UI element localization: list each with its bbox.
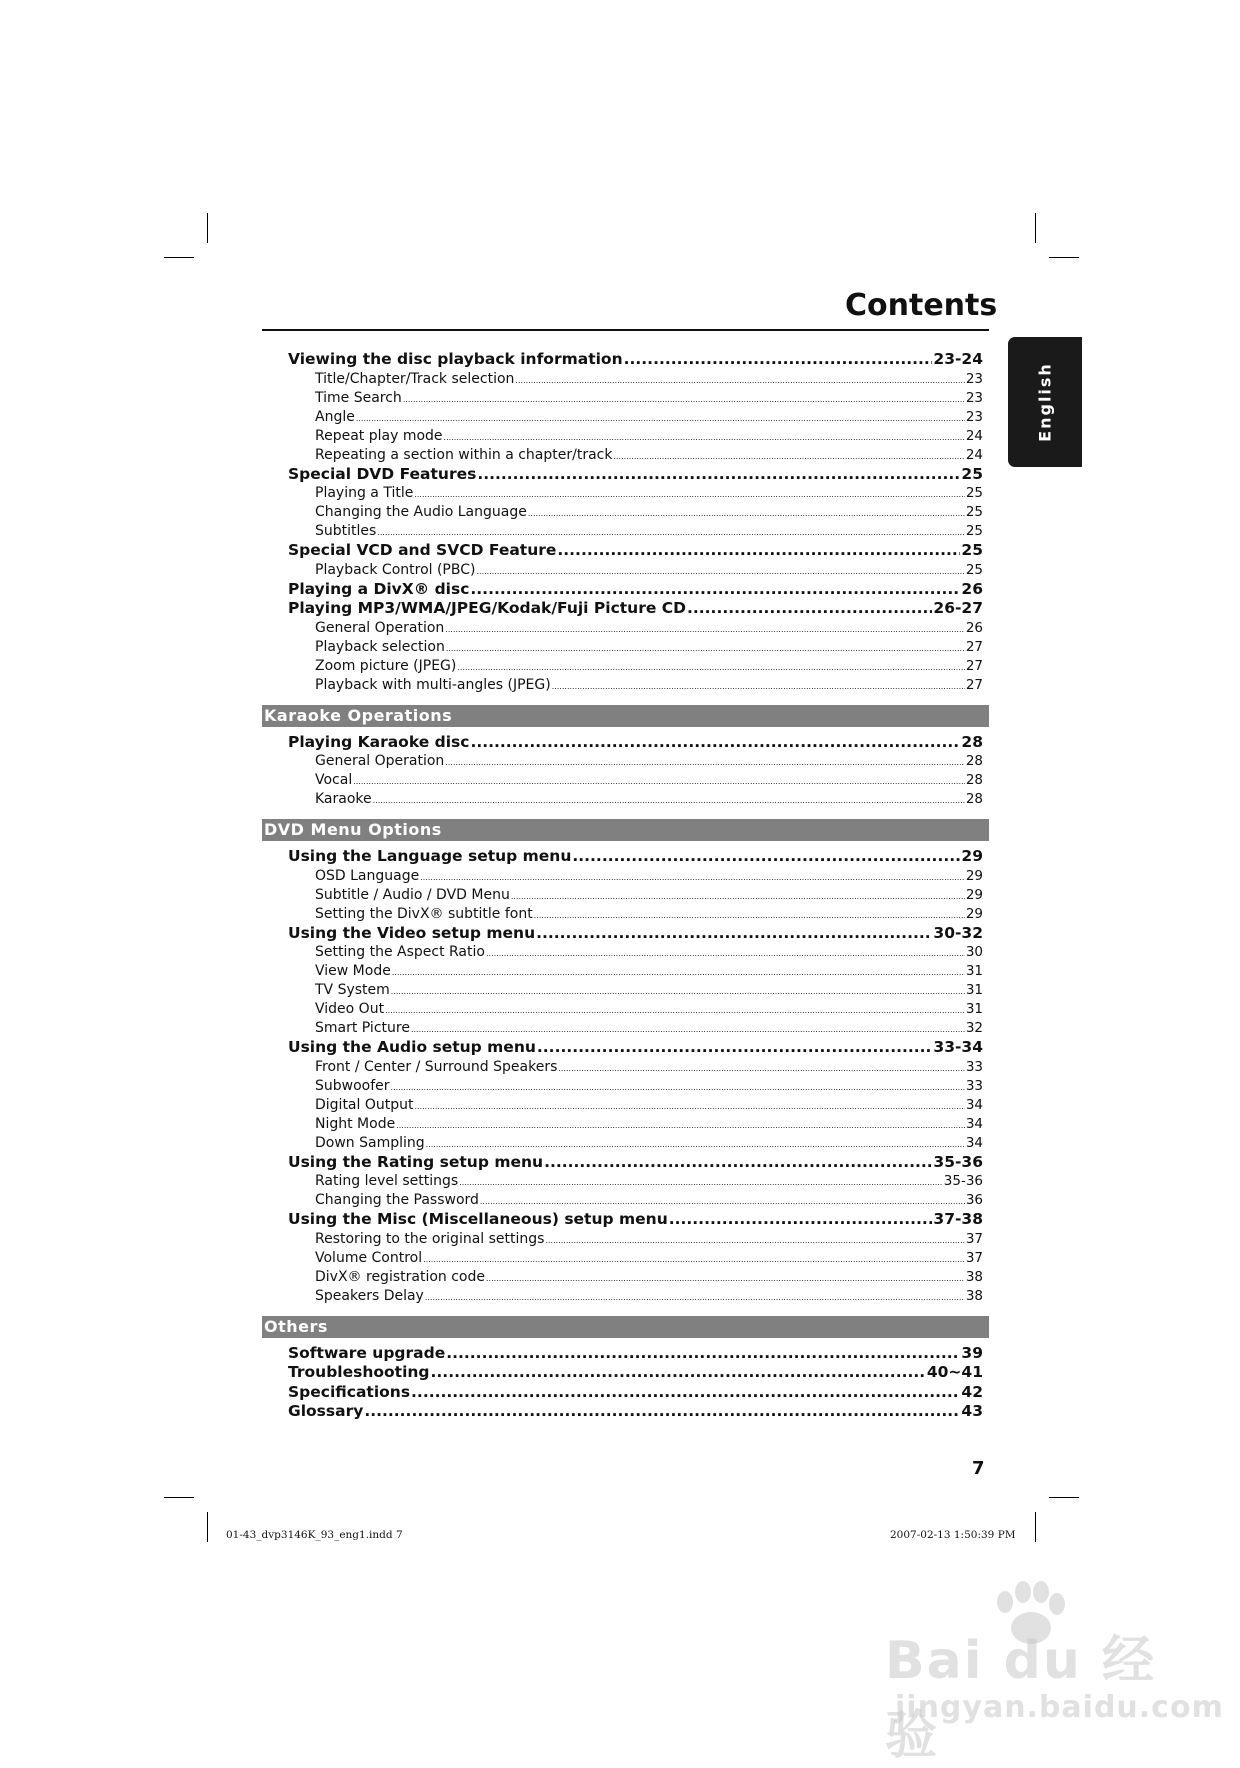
toc-subentry-label: Playback selection: [315, 638, 445, 655]
dot-leader: [426, 1134, 965, 1154]
language-tab-label: English: [1035, 362, 1055, 442]
toc-subentry: [262, 886, 989, 905]
dot-leader: [534, 905, 965, 925]
toc-subentry: [262, 522, 989, 541]
toc-subentry-page: 38: [965, 1268, 983, 1285]
toc-subentry: [262, 446, 989, 465]
toc-entry-page: 33-34: [933, 1038, 983, 1056]
toc-subentry-page: 26: [965, 619, 983, 636]
toc-subentry-page: 33: [965, 1058, 983, 1075]
dot-leader: [486, 1268, 965, 1288]
dot-leader: [391, 981, 965, 1001]
toc-subentry: [262, 619, 989, 638]
toc-entry-label: Using the Rating setup menu: [288, 1152, 544, 1171]
toc-entry-page: 29: [961, 847, 983, 865]
footer-timestamp: 2007-02-13 1:50:39 PM: [890, 1529, 1016, 1541]
table-of-contents: [262, 350, 989, 1422]
toc-subentry-label: General Operation: [315, 619, 445, 636]
toc-entry: [262, 350, 989, 370]
toc-subentry-label: Changing the Audio Language: [315, 504, 527, 520]
toc-subentry-label: Repeating a section within a chapter/track: [315, 446, 613, 463]
toc-subentry-page: 37: [965, 1249, 983, 1266]
toc-entry-page: 26: [961, 579, 983, 598]
toc-subentry-page: 27: [965, 657, 983, 674]
toc-subentry-label: Subtitle / Audio / DVD Menu: [315, 886, 510, 903]
toc-subentry-page: 27: [965, 676, 983, 693]
toc-block: [262, 350, 989, 695]
toc-entry-label: Special DVD Features: [288, 464, 477, 483]
dot-leader: [536, 924, 932, 944]
toc-subentry-page: 34: [965, 1134, 983, 1151]
toc-entry-page: 35-36: [933, 1152, 983, 1171]
toc-subentry-page: 31: [965, 963, 983, 979]
dot-leader: [411, 1383, 960, 1403]
toc-subentry-page: 25: [965, 485, 983, 501]
toc-subentry-label: Vocal: [315, 772, 353, 788]
toc-entry-page: 30-32: [933, 923, 983, 942]
crop-mark: [1049, 257, 1079, 258]
toc-subentry: [262, 1000, 989, 1019]
toc-subentry-label: Digital Output: [315, 1096, 414, 1113]
toc-subentry: [262, 867, 989, 886]
toc-subentry-label: DivX® registration code: [315, 1268, 485, 1285]
toc-subentry-page: 23: [965, 370, 983, 387]
toc-entry-page: 26-27: [933, 599, 983, 617]
toc-entry-page: 23-24: [933, 350, 983, 368]
dot-leader: [572, 847, 960, 867]
toc-subentry-page: 34: [965, 1115, 983, 1132]
toc-subentry: [262, 1230, 989, 1249]
toc-subentry: [262, 905, 989, 924]
dot-leader: [470, 733, 960, 753]
crop-mark: [1049, 1497, 1079, 1498]
toc-subentry-label: Title/Chapter/Track selection: [315, 370, 515, 387]
toc-subentry-page: 36: [965, 1192, 983, 1208]
toc-subentry-label: Rating level settings: [315, 1173, 459, 1189]
dot-leader: [470, 580, 960, 600]
toc-entry: [262, 733, 989, 753]
toc-subentry-page: 30: [965, 944, 983, 960]
toc-entry: [262, 541, 989, 561]
toc-subentry: [262, 981, 989, 1000]
toc-entry-label: Special VCD and SVCD Feature: [288, 541, 557, 559]
dot-leader: [537, 1038, 933, 1058]
toc-subentry-page: 24: [965, 427, 983, 444]
dot-leader: [403, 389, 965, 409]
toc-subentry: [262, 1249, 989, 1268]
toc-subentry: [262, 484, 989, 503]
toc-entry-label: Playing MP3/WMA/JPEG/Kodak/Fuji Picture CD: [288, 599, 686, 617]
dot-leader: [353, 771, 965, 791]
toc-subentry: [262, 1115, 989, 1134]
toc-entry-label: Playing a DivX® disc: [288, 579, 470, 598]
footer-file-slug: 01-43_dvp3146K_93_eng1.indd 7: [226, 1529, 403, 1541]
toc-entry-label: Software upgrade: [288, 1343, 446, 1362]
toc-subentry: [262, 638, 989, 657]
toc-subentry-page: 33: [965, 1077, 983, 1094]
dot-leader: [415, 1096, 965, 1116]
dot-leader: [414, 484, 964, 504]
dot-leader: [444, 427, 965, 447]
toc-subentry: [262, 1019, 989, 1038]
dot-leader: [480, 1191, 965, 1211]
dot-leader: [364, 1402, 960, 1422]
toc-subentry-label: Karaoke: [315, 791, 372, 807]
dot-leader: [425, 1287, 965, 1307]
toc-entry-label: Playing Karaoke disc: [288, 732, 470, 751]
crop-mark: [207, 1512, 208, 1542]
crop-mark: [207, 213, 208, 243]
toc-subentry: [262, 1191, 989, 1210]
toc-entry: [262, 1402, 989, 1422]
dot-leader: [687, 599, 932, 619]
toc-subentry-label: Setting the DivX® subtitle font: [315, 905, 533, 922]
toc-subentry: [262, 503, 989, 522]
dot-leader: [396, 1115, 965, 1135]
toc-block: [262, 1344, 989, 1422]
dot-leader: [515, 370, 964, 390]
toc-subentry: [262, 1268, 989, 1287]
dot-leader: [552, 676, 965, 696]
dot-leader: [445, 619, 965, 639]
toc-subentry-page: 27: [965, 638, 983, 655]
dot-leader: [391, 1077, 965, 1097]
toc-entry: [262, 1344, 989, 1364]
dot-leader: [545, 1230, 964, 1250]
crop-mark: [1035, 1512, 1036, 1542]
toc-entry-label: Specifications: [288, 1382, 411, 1401]
toc-entry-label: Using the Misc (Miscellaneous) setup menu: [288, 1210, 668, 1228]
dot-leader: [477, 465, 960, 485]
language-tab: [1008, 337, 1082, 467]
toc-subentry: [262, 790, 989, 809]
toc-subentry-page: 29: [965, 886, 983, 903]
dot-leader: [445, 752, 965, 772]
toc-subentry-page: 28: [965, 791, 983, 807]
dot-leader: [459, 1172, 943, 1192]
toc-subentry-label: Playing a Title: [315, 485, 414, 501]
toc-entry-label: Viewing the disc playback information: [288, 350, 623, 368]
toc-subentry-page: 29: [965, 905, 983, 922]
toc-entry: [262, 1153, 989, 1173]
toc-entry: [262, 847, 989, 867]
crop-mark: [164, 1497, 194, 1498]
toc-entry-label: Using the Audio setup menu: [288, 1038, 536, 1056]
toc-subentry: [262, 1077, 989, 1096]
toc-entry-page: 25: [961, 464, 983, 483]
toc-subentry: [262, 1058, 989, 1077]
section-header-others: Others: [262, 1316, 989, 1338]
page-number: 7: [972, 1458, 985, 1479]
toc-subentry: [262, 389, 989, 408]
toc-subentry-label: Video Out: [315, 1001, 385, 1017]
toc-block: [262, 847, 989, 1306]
dot-leader: [557, 541, 960, 561]
toc-subentry-page: 32: [965, 1020, 983, 1036]
toc-subentry: [262, 427, 989, 446]
toc-subentry-label: Down Sampling: [315, 1134, 425, 1151]
toc-entry-label: Using the Video setup menu: [288, 923, 536, 942]
toc-subentry-label: TV System: [315, 982, 390, 998]
dot-leader: [431, 1363, 926, 1383]
toc-subentry-page: 34: [965, 1096, 983, 1113]
toc-subentry: [262, 676, 989, 695]
toc-subentry: [262, 1096, 989, 1115]
section-header-dvd-menu: DVD Menu Options: [262, 819, 989, 841]
dot-leader: [544, 1153, 932, 1173]
section-header-karaoke: Karaoke Operations: [262, 705, 989, 727]
toc-subentry-page: 28: [965, 772, 983, 788]
dot-leader: [511, 886, 965, 906]
toc-entry-page: 43: [961, 1402, 983, 1420]
toc-subentry-page: 28: [965, 753, 983, 769]
toc-entry-page: 28: [961, 732, 983, 751]
dot-leader: [558, 1058, 964, 1078]
toc-entry-page: 25: [961, 541, 983, 559]
toc-subentry: [262, 1287, 989, 1306]
toc-subentry-page: 23: [965, 389, 983, 406]
toc-subentry-label: Playback with multi-angles (JPEG): [315, 676, 551, 693]
toc-subentry-label: Changing the Password: [315, 1192, 479, 1208]
toc-subentry: [262, 943, 989, 962]
toc-subentry: [262, 561, 989, 580]
toc-entry-page: 40~41: [926, 1363, 983, 1381]
toc-subentry-page: 38: [965, 1287, 983, 1304]
dot-leader: [377, 522, 965, 542]
dot-leader: [356, 408, 965, 428]
toc-entry-label: Glossary: [288, 1402, 364, 1420]
toc-subentry-label: Smart Picture: [315, 1020, 410, 1036]
toc-subentry-label: Speakers Delay: [315, 1287, 424, 1304]
page-title: Contents: [845, 288, 998, 323]
toc-subentry: [262, 408, 989, 427]
toc-subentry-label: Setting the Aspect Ratio: [315, 944, 485, 960]
toc-subentry-page: 37: [965, 1230, 983, 1247]
toc-subentry: [262, 1134, 989, 1153]
dot-leader: [446, 1344, 960, 1364]
toc-entry: [262, 465, 989, 485]
dot-leader: [385, 1000, 965, 1020]
toc-subentry-label: View Mode: [315, 963, 391, 979]
toc-subentry-label: Night Mode: [315, 1115, 396, 1132]
toc-subentry-label: Front / Center / Surround Speakers: [315, 1058, 558, 1075]
toc-entry-page: 39: [961, 1343, 983, 1362]
toc-entry: [262, 924, 989, 944]
dot-leader: [624, 350, 933, 370]
toc-subentry-label: Angle: [315, 408, 355, 425]
toc-subentry: [262, 657, 989, 676]
toc-entry-label: Using the Language setup menu: [288, 847, 572, 865]
toc-entry: [262, 1383, 989, 1403]
toc-subentry: [262, 752, 989, 771]
toc-subentry: [262, 1172, 989, 1191]
dot-leader: [420, 867, 965, 887]
dot-leader: [446, 638, 965, 658]
dot-leader: [486, 943, 965, 963]
toc-subentry-label: Time Search: [315, 389, 402, 406]
crop-mark: [164, 257, 194, 258]
dot-leader: [528, 503, 965, 523]
dot-leader: [411, 1019, 965, 1039]
toc-entry: [262, 1038, 989, 1058]
dot-leader: [373, 790, 965, 810]
toc-entry: [262, 1363, 989, 1383]
toc-subentry-label: Restoring to the original settings: [315, 1230, 545, 1247]
toc-subentry-page: 24: [965, 446, 983, 463]
toc-entry-page: 37-38: [933, 1210, 983, 1228]
dot-leader: [669, 1210, 933, 1230]
watermark-line2: jingyan.baidu.com: [895, 1690, 1224, 1725]
toc-entry-label: Troubleshooting: [288, 1363, 430, 1381]
watermark-line1: Bai du 经验: [885, 1631, 1156, 1766]
toc-subentry-label: Playback Control (PBC): [315, 561, 476, 578]
toc-subentry-page: 25: [965, 561, 983, 578]
toc-subentry-page: 31: [965, 1001, 983, 1017]
toc-block: [262, 733, 989, 810]
toc-subentry-label: OSD Language: [315, 867, 420, 884]
toc-subentry-page: 25: [965, 523, 983, 539]
toc-subentry-page: 23: [965, 408, 983, 425]
toc-entry: [262, 599, 989, 619]
toc-subentry-page: 25: [965, 504, 983, 520]
toc-entry: [262, 580, 989, 600]
toc-subentry: [262, 771, 989, 790]
toc-subentry-label: Repeat play mode: [315, 427, 443, 444]
toc-subentry: [262, 370, 989, 389]
dot-leader: [392, 962, 965, 982]
toc-subentry-label: Subtitles: [315, 523, 377, 539]
title-underline: [262, 329, 989, 331]
toc-subentry-page: 35-36: [943, 1173, 983, 1189]
dot-leader: [476, 561, 964, 581]
toc-subentry: [262, 962, 989, 981]
toc-subentry-page: 31: [965, 982, 983, 998]
toc-subentry-label: Volume Control: [315, 1249, 423, 1266]
toc-subentry-label: Zoom picture (JPEG): [315, 657, 457, 674]
dot-leader: [423, 1249, 965, 1269]
dot-leader: [457, 657, 964, 677]
dot-leader: [613, 446, 964, 466]
toc-subentry-label: General Operation: [315, 753, 445, 769]
toc-entry-page: 42: [961, 1382, 983, 1401]
baidu-watermark: [885, 1580, 1224, 1766]
toc-subentry-page: 29: [965, 867, 983, 884]
toc-entry: [262, 1210, 989, 1230]
crop-mark: [1035, 213, 1036, 243]
toc-subentry-label: Subwoofer: [315, 1077, 390, 1094]
